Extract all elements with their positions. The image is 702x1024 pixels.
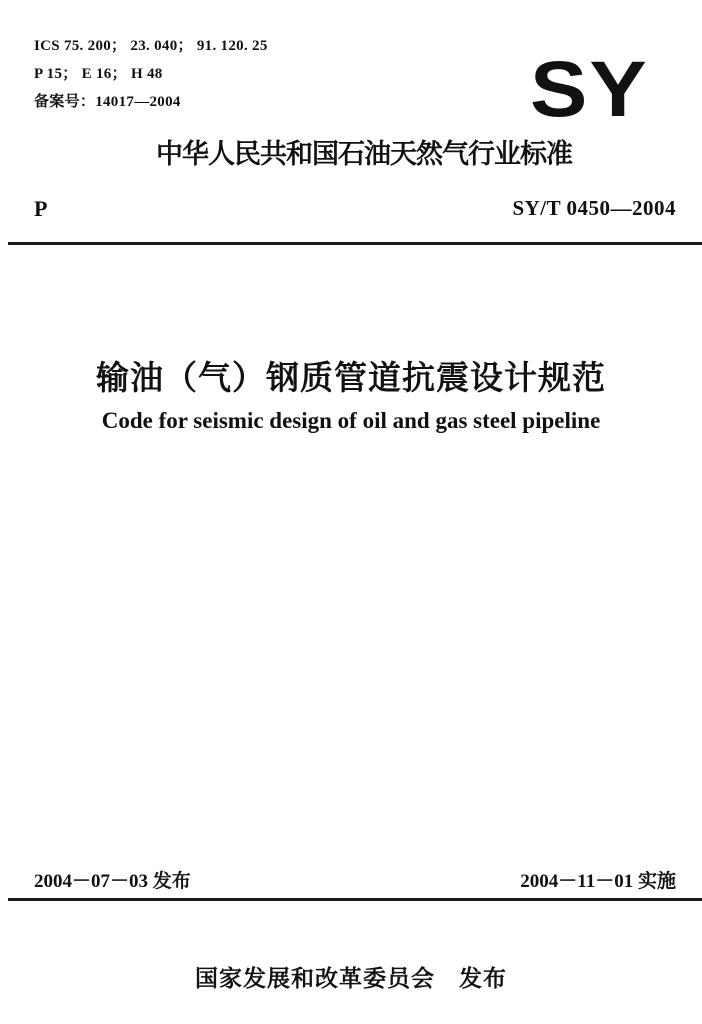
issue-date: 2004－07－03 发布: [34, 871, 191, 892]
ics-classification: ICS 75. 200； 23. 040； 91. 120. 25: [34, 38, 268, 54]
header-divider: [8, 242, 702, 245]
sy-logo: SY: [530, 45, 649, 134]
category-letter: P: [34, 196, 48, 221]
publisher: 国家发展和改革委员会 发布: [195, 966, 507, 992]
document-title-chinese: 输油（气）钢质管道抗震设计规范: [96, 358, 606, 397]
registration-number: 备案号：14017—2004: [34, 94, 181, 110]
footer-divider: [8, 898, 702, 901]
standard-issuer-title: 中华人民共和国石油天然气行业标准: [156, 139, 572, 170]
ccs-classification: P 15； E 16； H 48: [34, 66, 163, 82]
standard-code: SY/T 0450—2004: [512, 196, 676, 220]
effective-date: 2004－11－01 实施: [520, 871, 676, 892]
document-title-english: Code for seismic design of oil and gas steel pipeline: [101, 408, 601, 433]
